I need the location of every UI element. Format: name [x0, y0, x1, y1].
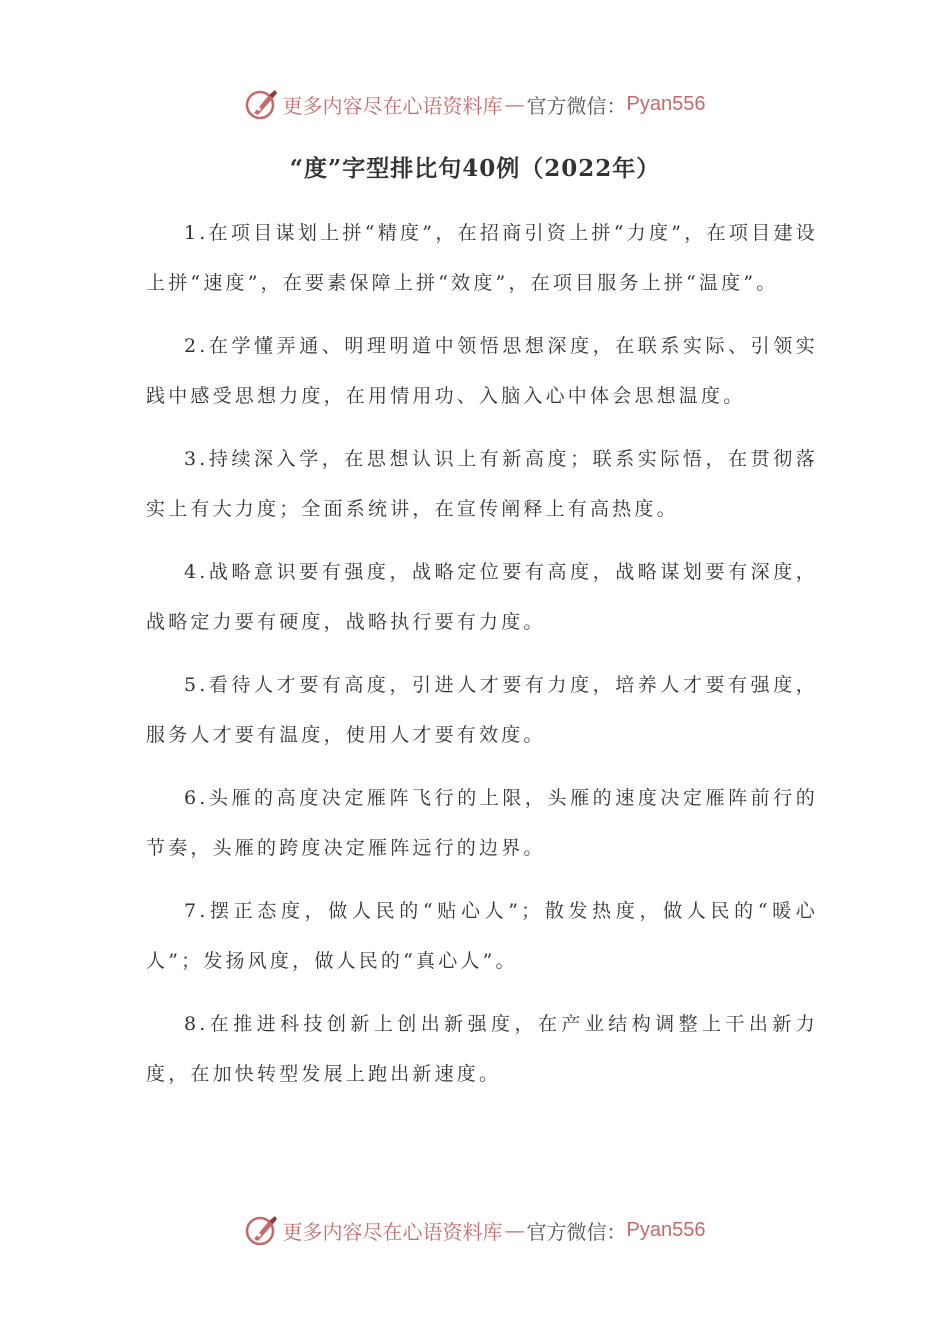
banner-text — [283, 1216, 706, 1245]
banner-dash: — — [504, 1218, 525, 1242]
paragraph-2: 2.在学懂弄通、明理明道中领悟思想深度，在联系实际、引领实践中感受思想力度，在用情用功、入脑入心中体会思想温度。 — [146, 335, 818, 407]
banner-library-text: 更多内容尽在心语资料库 — [282, 93, 503, 118]
paragraph-8: 8.在推进科技创新上创出新强度，在产业结构调整上干出新力度，在加快转型发展上跑出新速度。 — [146, 1013, 818, 1085]
footer-banner — [0, 1210, 950, 1250]
paragraph-1: 1.在项目谋划上拼“精度”，在招商引资上拼“力度”，在项目建设上拼“速度”，在要素保障上拼“效度”，在项目服务上拼“温度”。 — [146, 222, 818, 294]
paragraph-5: 5.看待人才要有高度，引进人才要有力度，培养人才要有强度，服务人才要有温度，使用人才要有效度。 — [146, 674, 818, 746]
banner-dash: — — [504, 92, 525, 116]
paragraph-3: 3.持续深入学，在思想认识上有新高度；联系实际悟，在贯彻落实上有大力度；全面系统讲，在宣传阐释上有高热度。 — [146, 448, 818, 520]
header-banner — [0, 84, 950, 124]
pen-nib-logo-icon — [245, 87, 279, 121]
document-body — [146, 208, 818, 1112]
pen-nib-logo-icon — [245, 1213, 279, 1247]
paragraph-4: 4.战略意识要有强度，战略定位要有高度，战略谋划要有深度，战略定力要有硬度，战略执行要有力度。 — [146, 561, 818, 633]
banner-wechat-label: 官方微信： — [526, 93, 627, 118]
banner-wechat-label: 官方微信： — [526, 1219, 627, 1244]
banner-library-text: 更多内容尽在心语资料库 — [282, 1219, 503, 1244]
banner-text — [283, 90, 706, 119]
banner-wechat-id: Pyan556 — [626, 92, 706, 115]
document-title: “度”字型排比句40例（2022年） — [289, 155, 661, 182]
paragraph-7: 7.摆正态度，做人民的“贴心人”；散发热度，做人民的“暖心人”；发扬风度，做人民的“真心人”。 — [146, 900, 818, 972]
banner-wechat-id: Pyan556 — [626, 1218, 706, 1241]
paragraph-6: 6.头雁的高度决定雁阵飞行的上限，头雁的速度决定雁阵前行的节奏，头雁的跨度决定雁阵远行的边界。 — [146, 787, 818, 859]
